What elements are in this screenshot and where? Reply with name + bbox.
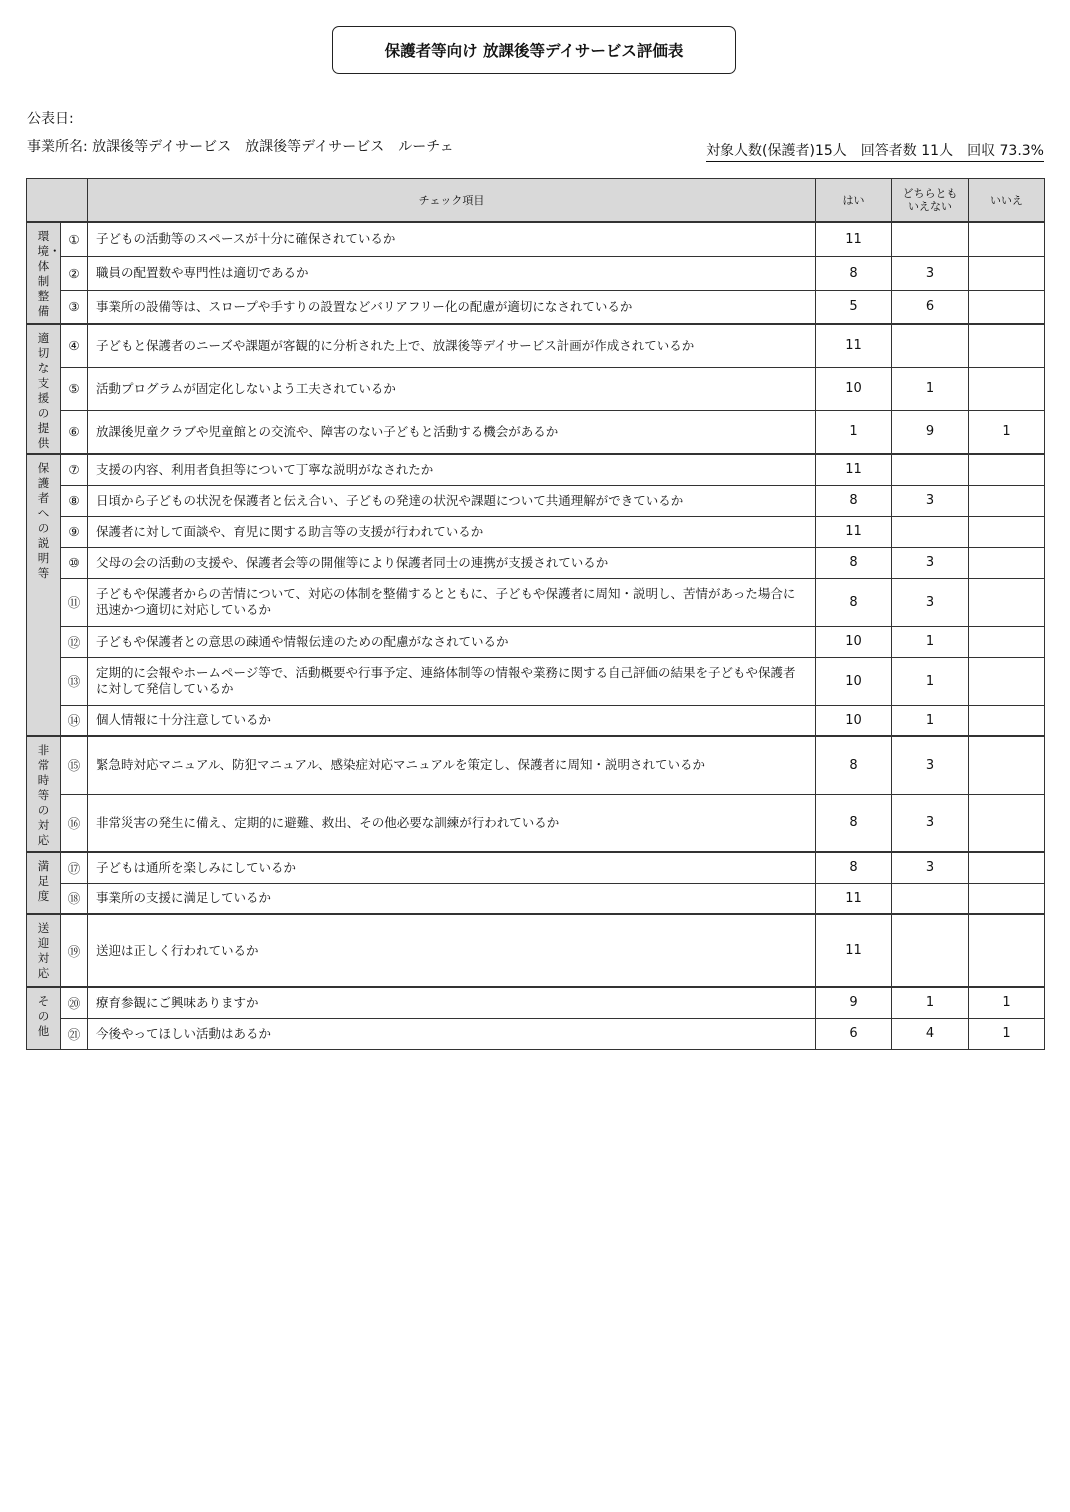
answer-neither: 3 (892, 736, 969, 794)
item-number: ⑭ (61, 705, 88, 736)
category-label: 非常時等の対応 (37, 743, 50, 847)
answer-yes: 5 (816, 290, 892, 324)
check-item-text: 日頃から子どもの状況を保護者と伝え合い、子どもの発達の状況や課題について共通理解ができているか (88, 485, 816, 516)
item-number: ⑩ (61, 547, 88, 578)
answer-no (969, 736, 1045, 794)
table-body (27, 222, 1045, 1049)
answer-neither: 9 (892, 410, 969, 454)
category-cell (27, 324, 61, 454)
check-item-text: 保護者に対して面談や、育児に関する助言等の支援が行われているか (88, 516, 816, 547)
category-label: 満足度 (37, 859, 50, 903)
item-number: ⑧ (61, 485, 88, 516)
answer-no (969, 914, 1045, 987)
answer-yes: 9 (816, 987, 892, 1018)
table-row (27, 516, 1045, 547)
item-number: ⑫ (61, 626, 88, 657)
answer-neither (892, 883, 969, 914)
table-row (27, 914, 1045, 987)
table-row (27, 290, 1045, 324)
answer-neither (892, 222, 969, 256)
category-label: 環境・体制整備 (37, 229, 61, 318)
category-cell (27, 222, 61, 324)
category-label: その他 (37, 994, 50, 1038)
table-row (27, 367, 1045, 410)
answer-no (969, 290, 1045, 324)
answer-no (969, 256, 1045, 290)
answer-no (969, 626, 1045, 657)
office-name: 事業所名: 放課後等デイサービス 放課後等デイサービス ルーチェ (27, 139, 454, 155)
answer-neither: 1 (892, 705, 969, 736)
table-row (27, 578, 1045, 626)
answer-no (969, 657, 1045, 705)
answer-yes: 6 (816, 1018, 892, 1049)
header-yes: はい (816, 179, 892, 223)
answer-no: 1 (969, 410, 1045, 454)
answer-neither: 3 (892, 256, 969, 290)
answer-neither (892, 914, 969, 987)
item-number: ④ (61, 324, 88, 367)
check-item-text: 送迎は正しく行われているか (88, 914, 816, 987)
check-item-text: 今後やってほしい活動はあるか (88, 1018, 816, 1049)
item-number: ⑲ (61, 914, 88, 987)
item-number: ⑨ (61, 516, 88, 547)
table-row (27, 324, 1045, 367)
check-item-text: 活動プログラムが固定化しないよう工夫されているか (88, 367, 816, 410)
answer-no (969, 883, 1045, 914)
table-row (27, 626, 1045, 657)
item-number: ⑤ (61, 367, 88, 410)
category-cell (27, 454, 61, 736)
check-item-text: 子どもや保護者からの苦情について、対応の体制を整備するとともに、子どもや保護者に周知・説明し、苦情があった場合に迅速かつ適切に対応しているか (88, 578, 816, 626)
answer-yes: 11 (816, 324, 892, 367)
category-cell (27, 852, 61, 914)
page-title: 保護者等向け 放課後等デイサービス評価表 (332, 26, 736, 74)
answer-yes: 10 (816, 367, 892, 410)
answer-yes: 8 (816, 547, 892, 578)
table-row (27, 1018, 1045, 1049)
publish-date-label: 公表日: (27, 111, 74, 127)
table-row (27, 222, 1045, 256)
answer-yes: 11 (816, 516, 892, 547)
check-item-text: 父母の会の活動の支援や、保護者会等の開催等により保護者同士の連携が支援されているか (88, 547, 816, 578)
item-number: ⑳ (61, 987, 88, 1018)
item-number: ⑥ (61, 410, 88, 454)
answer-neither: 1 (892, 626, 969, 657)
check-item-text: 事業所の支援に満足しているか (88, 883, 816, 914)
answer-no: 1 (969, 1018, 1045, 1049)
item-number: ② (61, 256, 88, 290)
response-summary: 対象人数(保護者)15人 回答者数 11人 回収 73.3% (706, 140, 1044, 162)
answer-yes: 8 (816, 256, 892, 290)
check-item-text: 定期的に会報やホームページ等で、活動概要や行事予定、連絡体制等の情報や業務に関する自己評価の結果を子どもや保護者に対して発信しているか (88, 657, 816, 705)
category-label: 送迎対応 (37, 921, 50, 980)
answer-no (969, 578, 1045, 626)
check-item-text: 子どもは通所を楽しみにしているか (88, 852, 816, 883)
answer-neither: 6 (892, 290, 969, 324)
check-item-text: 職員の配置数や専門性は適切であるか (88, 256, 816, 290)
answer-yes: 8 (816, 736, 892, 794)
answer-neither: 3 (892, 794, 969, 852)
answer-neither: 3 (892, 485, 969, 516)
check-item-text: 事業所の設備等は、スロープや手すりの設置などバリアフリー化の配慮が適切になされているか (88, 290, 816, 324)
answer-no (969, 547, 1045, 578)
table-row (27, 794, 1045, 852)
header-blank (27, 179, 88, 223)
answer-yes: 11 (816, 883, 892, 914)
table-row (27, 485, 1045, 516)
item-number: ③ (61, 290, 88, 324)
item-number: ⑦ (61, 454, 88, 485)
table-row (27, 852, 1045, 883)
answer-neither: 4 (892, 1018, 969, 1049)
table-row (27, 256, 1045, 290)
answer-no (969, 222, 1045, 256)
answer-no (969, 852, 1045, 883)
category-cell (27, 914, 61, 987)
answer-yes: 8 (816, 578, 892, 626)
answer-no: 1 (969, 987, 1045, 1018)
table-row (27, 410, 1045, 454)
answer-yes: 11 (816, 454, 892, 485)
item-number: ⑱ (61, 883, 88, 914)
table-row (27, 547, 1045, 578)
check-item-text: 非常災害の発生に備え、定期的に避難、救出、その他必要な訓練が行われているか (88, 794, 816, 852)
item-number: ⑯ (61, 794, 88, 852)
check-item-text: 個人情報に十分注意しているか (88, 705, 816, 736)
item-number: ⑬ (61, 657, 88, 705)
table-row (27, 736, 1045, 794)
answer-yes: 10 (816, 626, 892, 657)
check-item-text: 放課後児童クラブや児童館との交流や、障害のない子どもと活動する機会があるか (88, 410, 816, 454)
answer-neither (892, 324, 969, 367)
answer-no (969, 705, 1045, 736)
category-cell (27, 736, 61, 852)
check-item-text: 療育参観にご興味ありますか (88, 987, 816, 1018)
answer-yes: 10 (816, 657, 892, 705)
answer-neither (892, 516, 969, 547)
table-row (27, 657, 1045, 705)
evaluation-table (26, 178, 1045, 1050)
answer-yes: 8 (816, 794, 892, 852)
answer-neither: 3 (892, 852, 969, 883)
category-cell (27, 987, 61, 1049)
check-item-text: 子どもの活動等のスペースが十分に確保されているか (88, 222, 816, 256)
item-number: ⑪ (61, 578, 88, 626)
answer-no (969, 367, 1045, 410)
check-item-text: 子どもや保護者との意思の疎通や情報伝達のための配慮がなされているか (88, 626, 816, 657)
answer-neither: 3 (892, 547, 969, 578)
table-row (27, 883, 1045, 914)
answer-yes: 11 (816, 222, 892, 256)
item-number: ① (61, 222, 88, 256)
answer-neither: 3 (892, 578, 969, 626)
category-label: 保護者への説明等 (37, 461, 50, 580)
answer-no (969, 516, 1045, 547)
header-no: いいえ (969, 179, 1045, 223)
answer-no (969, 794, 1045, 852)
answer-yes: 8 (816, 485, 892, 516)
item-number: ⑰ (61, 852, 88, 883)
item-number: ⑮ (61, 736, 88, 794)
header-neither-line2: いえない (908, 200, 952, 213)
answer-neither: 1 (892, 367, 969, 410)
answer-yes: 8 (816, 852, 892, 883)
answer-yes: 10 (816, 705, 892, 736)
table-row (27, 454, 1045, 485)
answer-yes: 1 (816, 410, 892, 454)
header-neither-line1: どちらとも (902, 187, 958, 200)
header-check-item: チェック項目 (88, 179, 816, 223)
answer-yes: 11 (816, 914, 892, 987)
check-item-text: 緊急時対応マニュアル、防犯マニュアル、感染症対応マニュアルを策定し、保護者に周知・説明されているか (88, 736, 816, 794)
item-number: ㉑ (61, 1018, 88, 1049)
table-header-row (27, 179, 1045, 223)
answer-no (969, 485, 1045, 516)
answer-neither (892, 454, 969, 485)
check-item-text: 子どもと保護者のニーズや課題が客観的に分析された上で、放課後等デイサービス計画が作成されているか (88, 324, 816, 367)
category-label: 適切な支援の提供 (37, 331, 50, 450)
check-item-text: 支援の内容、利用者負担等について丁寧な説明がなされたか (88, 454, 816, 485)
answer-neither: 1 (892, 987, 969, 1018)
answer-neither: 1 (892, 657, 969, 705)
header-neither (892, 179, 969, 223)
table-row (27, 705, 1045, 736)
answer-no (969, 324, 1045, 367)
table-row (27, 987, 1045, 1018)
answer-no (969, 454, 1045, 485)
